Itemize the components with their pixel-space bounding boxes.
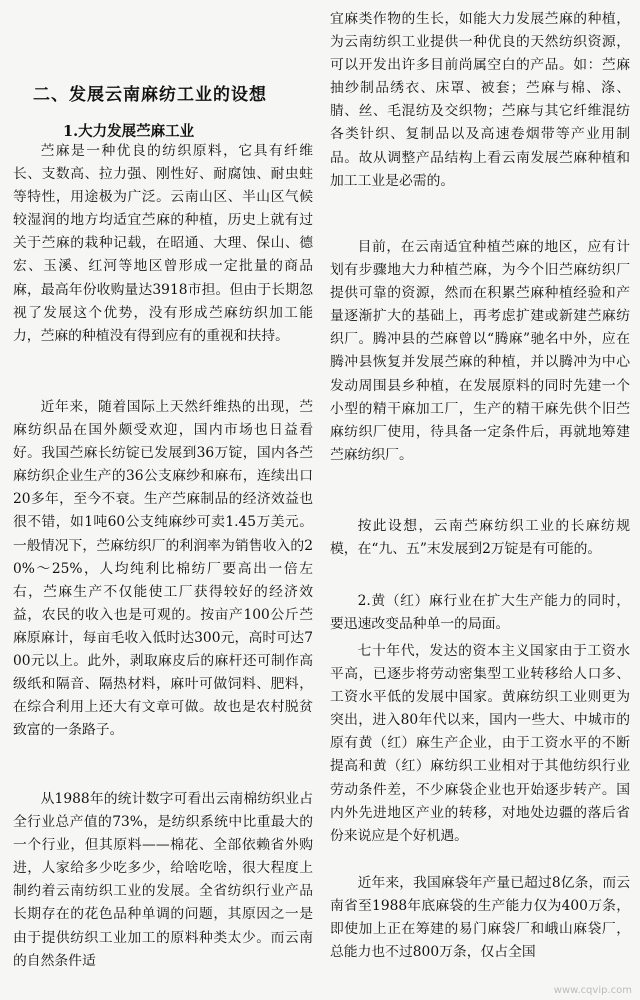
- paragraph: 宜麻类作物的生长，如能大力发展苎麻的种植，为云南纺织工业提供一种优良的天然纺织资源，可以开发出许多目前尚属空白的产品。如：苎麻抽纱制品绣衣、床罩、被套；苎麻与棉、涤、腈、丝、毛混纺及交织物；苎麻与其它纤维混纺各类针织、复制品以及高速卷烟带等产业用制品。故从调整产品结构上看云南发展苎麻种植和加工工业是必需的。: [330, 11, 630, 189]
- paragraph: 按此设想，云南苎麻纺织工业的长麻纺规模，在“九、五”末发展到2万锭是有可能的。: [330, 518, 630, 558]
- paragraph: 苎麻是一种优良的纺织原料，它具有纤维长、支数高、拉力强、刚性好、耐腐蚀、耐虫蛀等特性，用途极为广泛。云南山区、半山区气候较湿润的地方均适宜苎麻的种植，历史上就有过关于苎麻的栽种记载，在昭通、大理、保山、德宏、玉溪、红河等地区曾形成一定批量的商品麻，最高年份收购量达3918市担。但由于长期忽视了发展这个优势，没有形成苎麻纺织加工能力，苎麻的种植没有得到应有的重视和扶持。: [13, 143, 313, 344]
- watermark: www.cqvip.com: [553, 985, 632, 996]
- subsection-heading: 2.黄（红）麻行业在扩大生产能力的同时，要迅速改变品种单一的局面。: [330, 593, 630, 633]
- paragraph: 从1988年的统计数字可看出云南棉纺织业占全行业总产值的73%，是纺织系统中比重最大的一个行业，但其原料——棉花、全部依赖省外购进，人家给多少吃多少，给啥吃啥，很大程度上制约着云南纺织工业的发展。全省纺织行业产品长期存在的花色品种单调的问题，其原因之一是由于提供纺织工业加工的原料种类太少。而云南的自然条件适: [13, 791, 313, 969]
- subsection-heading: 1.大力发展苎麻工业: [63, 123, 195, 140]
- section-title: 二、发展云南麻纺工业的设想: [33, 85, 267, 105]
- paragraph: 近年来，我国麻袋年产量已超过8亿条，而云南省至1988年底麻袋的生产能力仅为400万条，即使加上正在筹建的易门麻袋厂和峨山麻袋厂，总能力也不过800万条，仅占全国: [330, 875, 630, 961]
- paragraph: 七十年代，发达的资本主义国家由于工资水平高，已逐步将劳动密集型工业转移给人口多、工资水平低的发展中国家。黄麻纺织工业则更为突出，进入80年代以来，国内一些大、中城市的原有黄（红）麻生产企业，由于工资水平的不断提高和黄（红）麻纺织工业相对于其他纺织行业劳动条件差，不少麻袋企业也开始逐步转产。国内外先进地区产业的转移，对地处边疆的落后省份来说应是个好机遇。: [330, 643, 630, 844]
- paragraph: 目前，在云南适宜种植苎麻的地区，应有计划有步骤地大力种植苎麻，为今个旧苎麻纺织厂提供可靠的资源，然而在积累苎麻种植经验和产量逐渐扩大的基础上，再考虑扩建或新建苎麻纺织厂。腾冲县的苎麻曾以“腾麻”驰名中外，应在腾冲县恢复并发展苎麻的种植，并以腾冲为中心发动周围县乡种植，在发展原料的同时先建一个小型的精干麻加工厂，生产的精干麻先供个旧苎麻纺织厂使用，待具备一定条件后，再就地筹建苎麻纺织厂。: [330, 239, 630, 463]
- paragraph: 近年来，随着国际上天然纤维热的出现，苎麻纺织品在国外颇受欢迎，国内市场也日益看好。我国苎麻长纺锭已发展到36万锭，国内各苎麻纺织企业生产的36公支麻纱和麻布，连续出口20多年，至今不衰。生产苎麻制品的经济效益也很不错，如1吨60公支纯麻纱可卖1.45万美元。一般情况下，苎麻纺织厂的利润率为销售收入的20%～25%，人均纯利比棉纺厂要高出一倍左右，苎麻生产不仅能使工厂获得较好的经济效益，农民的收入也是可观的。按亩产100公斤苎麻原麻计，每亩毛收入低时达300元，高时可达700元以上。此外，剥取麻皮后的麻杆还可制作高级纸和隔音、隔热材料，麻叶可做饲料、肥料，在综合利用上还大有文章可做。故也是农村脱贫致富的一条路子。: [13, 399, 313, 739]
